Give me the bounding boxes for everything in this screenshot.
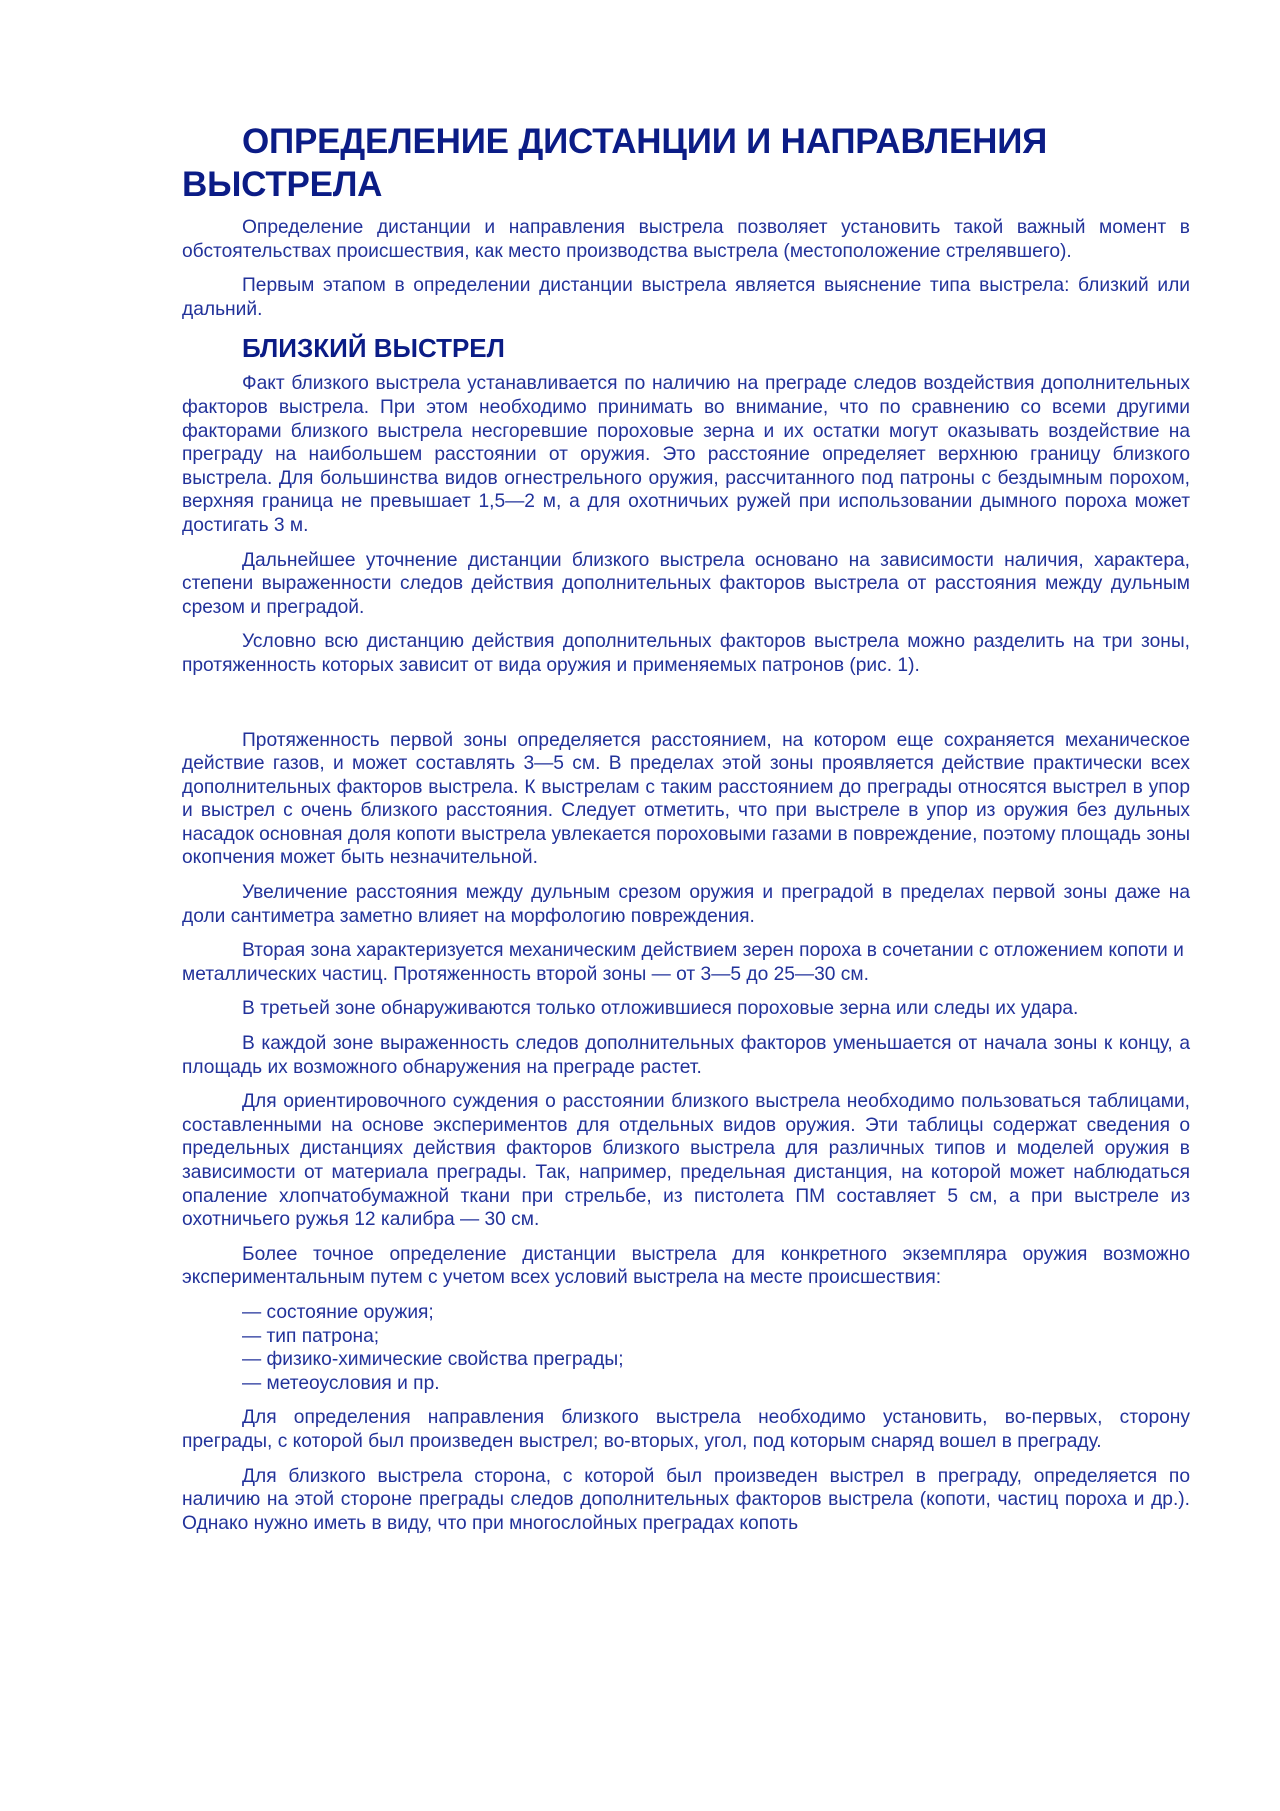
direction-paragraph: Для близкого выстрела сторона, с которой был произведен выстрел в преграду, определяется по наличию на этой стороне преграды следов дополнительных факторов выстрела (копоти, частиц пороха и др.). Однако нужно иметь в виду, что при многослойных преградах копоть <box>182 1465 1190 1534</box>
list-item: — состояние оружия; <box>242 1301 434 1323</box>
list-item: — тип патрона; <box>242 1325 380 1347</box>
zone-paragraph: Более точное определение дистанции выстрела для конкретного экземпляра оружия возможно экспериментальным путем с учетом всех условий выстрела на месте происшествия: <box>182 1243 1190 1289</box>
direction-paragraph: Для определения направления близкого выстрела необходимо установить, во-первых, сторону преграды, с которой был произведен выстрел; во-вторых, угол, под которым снаряд вошел в преграду. <box>182 1407 1190 1452</box>
section-heading: БЛИЗКИЙ ВЫСТРЕЛ <box>242 333 505 364</box>
intro-paragraph: Первым этапом в определении дистанции выстрела является выяснение типа выстрела: близкий или дальний. <box>182 275 1190 320</box>
zone-paragraph: В каждой зоне выраженность следов дополнительных факторов уменьшается от начала зоны к концу, а площадь их возможного обнаружения на преграде растет. <box>182 1033 1190 1078</box>
list-item: — физико-химические свойства преграды; <box>242 1349 624 1371</box>
section-paragraph: Дальнейшее уточнение дистанции близкого выстрела основано на зависимости наличия, характера, степени выраженности следов действия дополнительных факторов выстрела от расстояния между дульным срезом и преградой. <box>182 549 1190 618</box>
zone-paragraph: Вторая зона характеризуется механическим действием зерен пороха в сочетании с отложением копоти и металлических частиц. Протяженность второй зоны — от 3—5 до 25—30 см. <box>182 940 1184 985</box>
document-page <box>182 120 1190 1546</box>
zone-paragraph: Увеличение расстояния между дульным срезом оружия и преградой в пределах первой зоны даже на доли сантиметра заметно влияет на морфологию повреждения. <box>182 882 1190 927</box>
zone-paragraph: Протяженность первой зоны определяется расстоянием, на котором еще сохраняется механическое действие газов, и может составлять 3—5 см. В пределах этой зоны проявляется действие практически всех дополнительных факторов выстрела. К выстрелам с таким расстоянием до преграды относятся выстрел в упор и выстрел с очень близкого расстояния. Следует отметить, что при выстреле в упор из оружия без дульных насадок основная доля копоти выстрела увлекается пороховыми газами в повреждение, поэтому площадь зоны окопчения может быть незначительной. <box>182 729 1190 869</box>
zone-paragraph: Для ориентировочного суждения о расстоянии близкого выстрела необходимо пользоваться таблицами, составленными на основе экспериментов для отдельных видов оружия. Эти таблицы содержат сведения о предельных дистанциях действия факторов близкого выстрела для различных типов и моделей оружия в зависимости от материала преграды. Так, например, предельная дистанция, на которой может наблюдаться опаление хлопчатобумажной ткани при стрельбе, из пистолета ПМ составляет 5 см, а при выстреле из охотничьего ружья 12 калибра — 30 см. <box>182 1091 1190 1231</box>
conditions-list <box>182 1301 1190 1395</box>
page-title: ОПРЕДЕЛЕНИЕ ДИСТАНЦИИ И НАПРАВЛЕНИЯ ВЫСТРЕЛА <box>182 122 1048 204</box>
list-item: — метеоусловия и пр. <box>242 1372 440 1394</box>
section-paragraph: Условно всю дистанцию действия дополнительных факторов выстрела можно разделить на три зоны, протяженность которых зависит от вида оружия и применяемых патронов (рис. 1). <box>182 631 1190 676</box>
intro-paragraph: Определение дистанции и направления выстрела позволяет установить такой важный момент в обстоятельствах происшествия, как место производства выстрела (местоположение стрелявшего). <box>182 217 1190 262</box>
figure-gap <box>182 689 1190 729</box>
zone-paragraph: В третьей зоне обнаруживаются только отложившиеся пороховые зерна или следы их удара. <box>242 998 1079 1020</box>
section-paragraph: Факт близкого выстрела устанавливается по наличию на преграде следов воздействия дополнительных факторов выстрела. При этом необходимо принимать во внимание, что по сравнению со всеми другими факторами близкого выстрела несгоревшие пороховые зерна и их остатки могут оказывать воздействие на преграду на наибольшем расстоянии от оружия. Это расстояние определяет верхнюю границу близкого выстрела. Для большинства видов огнестрельного оружия, рассчитанного под патроны с бездымным порохом, верхняя граница не превышает 1,5—2 м, а для охотничьих ружей при использовании дымного пороха может достигать 3 м. <box>182 373 1190 536</box>
